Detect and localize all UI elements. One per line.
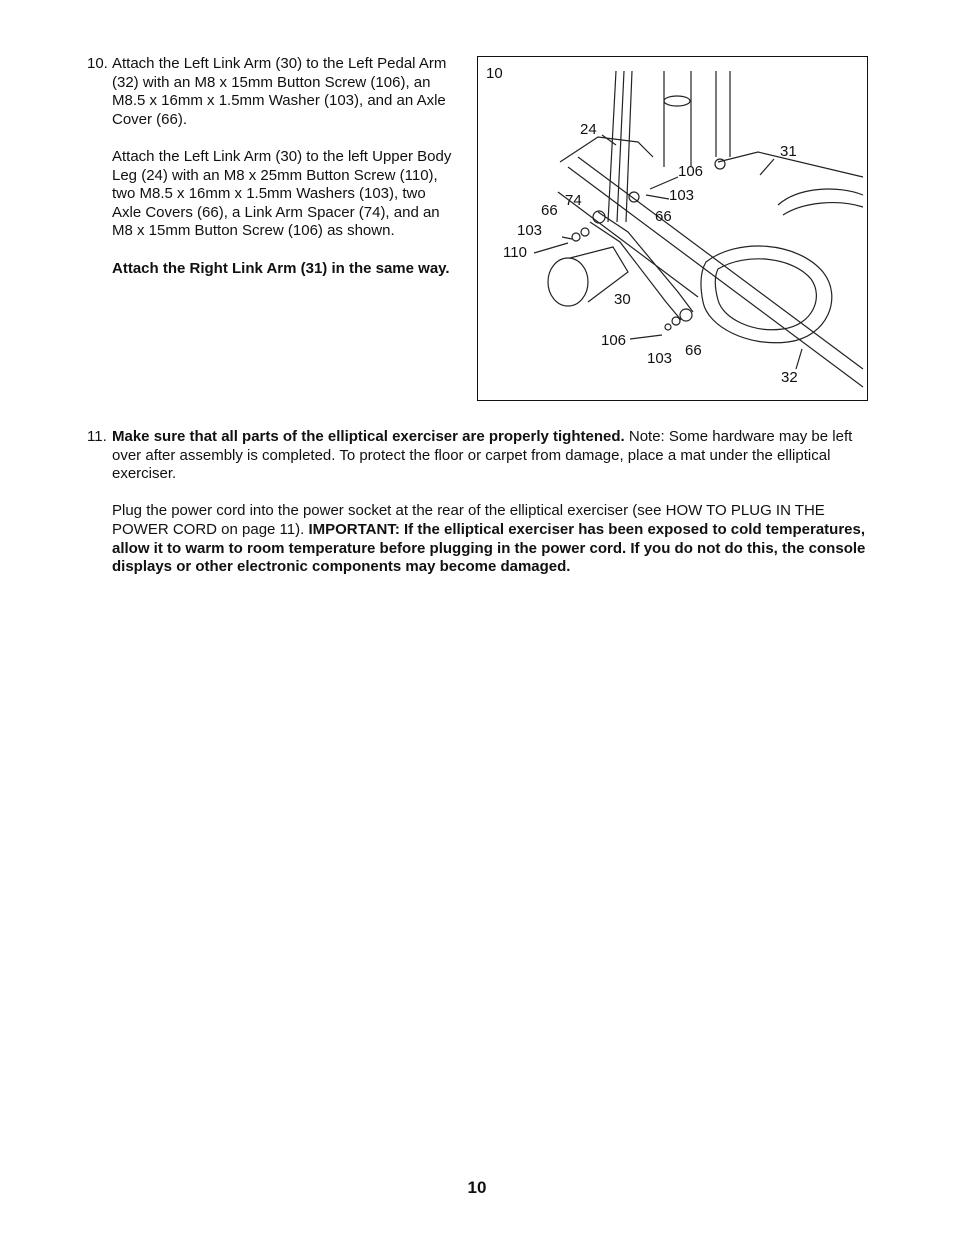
callout-106-bottom: 106 [601,332,627,349]
callout-66-bottom: 66 [685,342,702,359]
step-11-warning-bold: Make sure that all parts of the elliptical exerciser are properly tightened. [112,428,625,445]
callout-32: 32 [781,369,798,386]
callout-24: 24 [580,121,597,138]
callout-110: 110 [503,244,527,261]
step-11-instructions [112,428,867,595]
step-10-paragraph-3 [112,260,457,279]
step-11-note: Note: Some hardware may be left over after assembly is completed. To protect the floor or carpet from damage, place a mat under the elliptical exerciser. [112,428,853,483]
step-10-instructions [112,55,457,297]
step-10-paragraph-1: Attach the Left Link Arm (30) to the Left Pedal Arm (32) with an M8 x 15mm Button Screw (106), an M8.5 x 16mm x 1.5mm Washer (103), and an Axle Cover (66). [112,55,447,128]
figure-step-label: 10 [486,65,503,82]
step-11-number: 11. [87,428,107,445]
step-10-number: 10. [87,55,108,72]
callout-66-left: 66 [541,202,558,219]
callout-74: 74 [565,192,582,209]
callout-103-left: 103 [517,222,543,239]
callout-103-bottom: 103 [647,350,673,367]
callout-30: 30 [614,291,631,308]
step-11-paragraph-2 [112,502,867,576]
step-10-paragraph-2: Attach the Left Link Arm (30) to the left Upper Body Leg (24) with an M8 x 25mm Button Screw (110), two M8.5 x 16mm x 1.5mm Washers (103), two Axle Covers (66), a Link Arm Spacer (74), and an M8 x 15mm Button Screw (106) as shown. [112,147,452,240]
step-11-important-bold: IMPORTANT: If the elliptical exerciser has been exposed to cold temperatures, allow it to warm to room temperature before plugging in the power cord. If you do not do this, the console displays or other electronic components may become damaged. [112,520,866,576]
step-10-note-bold: Attach the Right Link Arm (31) in the same way. [112,259,450,277]
assembly-figure [477,56,868,401]
callout-106-top: 106 [678,163,704,180]
step-11-paragraph-1 [112,428,867,484]
callout-103-top: 103 [669,187,695,204]
page-number: 10 [467,1178,487,1197]
step-11-power-instructions: Plug the power cord into the power socket at the rear of the elliptical exerciser (see HOW TO PLUG IN THE POWER CORD on page 11). [112,502,825,538]
callout-31: 31 [780,143,797,160]
callout-66-top: 66 [655,208,672,225]
